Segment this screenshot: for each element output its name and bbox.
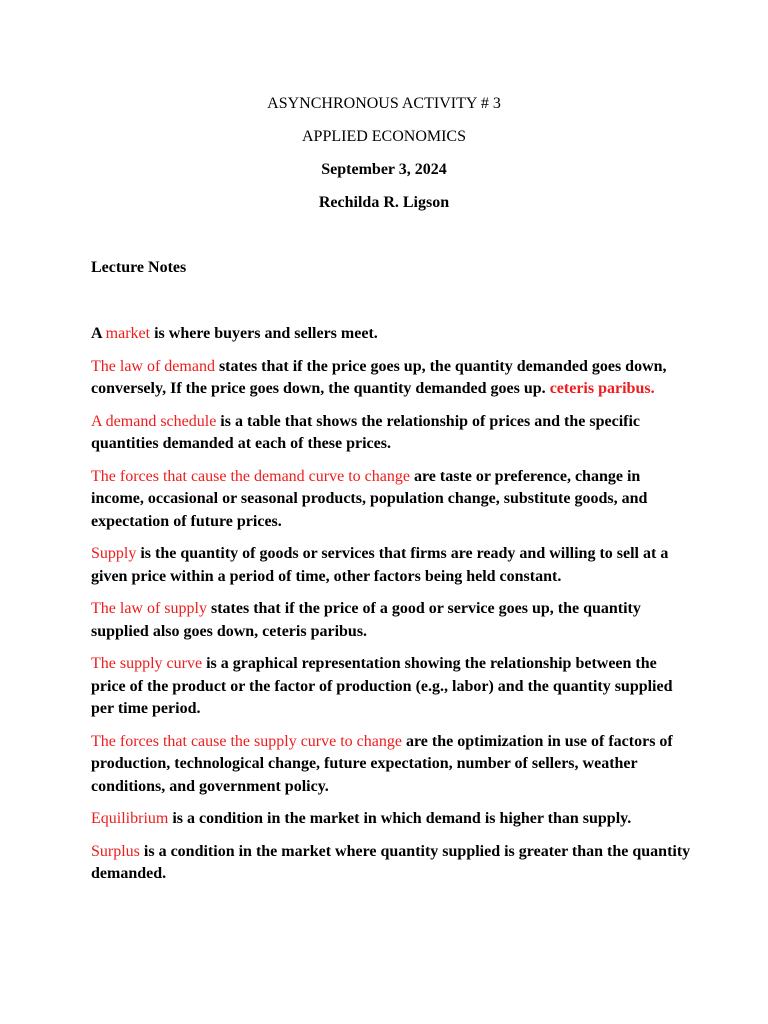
term-demand-schedule: A demand schedule: [91, 412, 217, 430]
activity-title: ASYNCHRONOUS ACTIVITY # 3: [267, 95, 501, 112]
note-equilibrium: [91, 808, 691, 831]
note-supply: [91, 543, 691, 588]
note-law-of-demand: [91, 356, 691, 401]
term-surplus: Surplus: [91, 842, 140, 860]
term-law-of-demand: The law of demand: [91, 357, 215, 375]
document-header: [0, 94, 768, 226]
note-definition: is where buyers and sellers meet.: [150, 325, 378, 342]
note-definition: states that if the price goes up, the quantity demanded goes down, conversely, If the price goes down, the quantity demanded goes up.: [91, 357, 667, 397]
note-definition: are taste or preference, change in income, occasional or seasonal products, population change, substitute goods, and expectation of future prices.: [91, 467, 648, 530]
term-ceteris-paribus: ceteris paribus.: [549, 380, 655, 397]
note-definition: is a graphical representation showing the relationship between the price of the product or the factor of production (e.g., labor) and the quantity supplied per time period.: [91, 655, 673, 717]
note-definition: is a table that shows the relationship of prices and the specific quantities demanded at each of these prices.: [91, 412, 641, 452]
note-surplus: [91, 841, 691, 886]
note-supply-curve-forces: [91, 731, 691, 799]
term-supply-curve-forces: The forces that cause the supply curve to change: [91, 732, 402, 750]
document-date: September 3, 2024: [321, 161, 447, 178]
note-demand-schedule: [91, 411, 691, 456]
note-definition: is a condition in the market where quantity supplied is greater than the quantity demanded.: [91, 842, 691, 882]
note-definition: states that if the price of a good or service goes up, the quantity supplied also goes down, ceteris paribus.: [91, 600, 641, 640]
note-law-of-supply: [91, 598, 691, 643]
lecture-notes: [91, 323, 691, 896]
note-definition: are the optimization in use of factors of production, technological change, future expectation, number of sellers, weather conditions, and government policy.: [91, 732, 673, 795]
note-market: [91, 323, 691, 346]
term-demand-curve-forces: The forces that cause the demand curve to change: [91, 467, 410, 485]
author-name: Rechilda R. Ligson: [318, 194, 450, 211]
term-supply-curve: The supply curve: [91, 655, 203, 672]
term-law-of-supply: The law of supply: [91, 600, 207, 617]
subject-title: APPLIED ECONOMICS: [301, 128, 466, 145]
note-demand-curve-forces: [91, 466, 691, 534]
note-definition: is the quantity of goods or services that firms are ready and willing to sell at a given price within a period of time, other factors being held constant.: [91, 545, 669, 585]
term-market: market: [105, 325, 151, 342]
term-supply: Supply: [91, 545, 137, 562]
note-prefix: A: [91, 325, 106, 342]
term-equilibrium: Equilibrium: [91, 810, 169, 827]
note-supply-curve: [91, 653, 691, 721]
note-definition: is a condition in the market in which demand is higher than supply.: [168, 810, 632, 827]
section-label: Lecture Notes: [91, 259, 187, 276]
